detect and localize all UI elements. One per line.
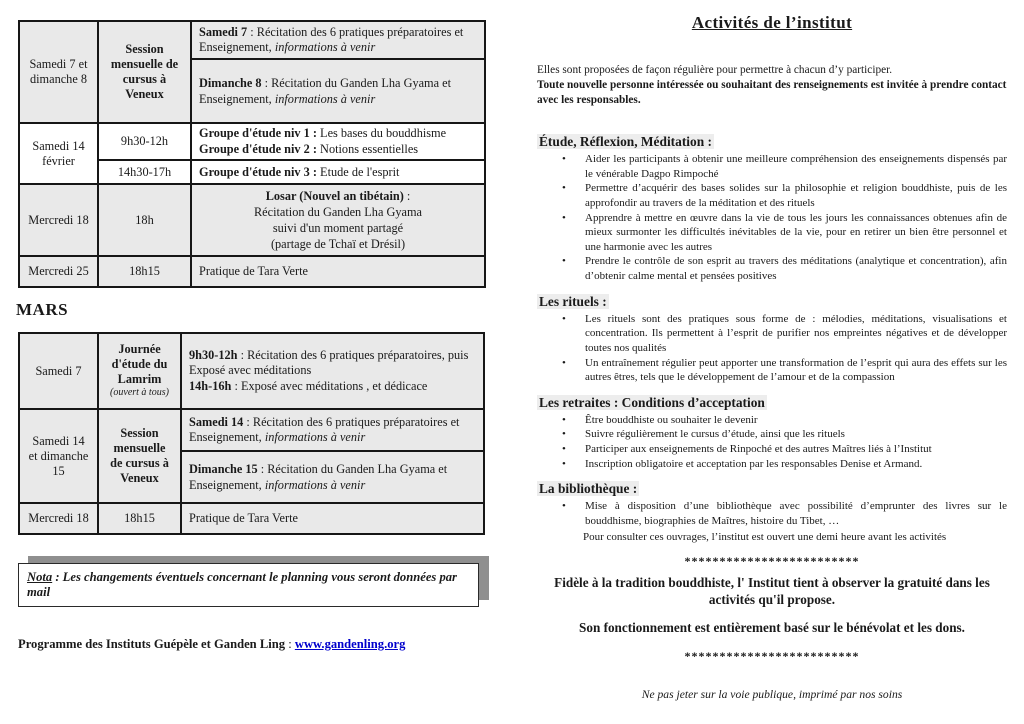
footer-separator: :	[285, 637, 295, 651]
footer-label: Programme des Instituts Guépèle et Ganden Ling	[18, 637, 286, 651]
cell-text: Enseignement, informations à venir	[189, 477, 366, 492]
bullet-item: • Suivre régulièrement le cursus d’étude, ainsi que les rituels	[537, 427, 1007, 442]
cell-text: Groupe d'étude niv 1 : Les bases du bouddhisme	[199, 126, 447, 140]
cell-losar	[191, 184, 485, 256]
cell-date-18: Mercredi 18	[19, 184, 98, 256]
table-row	[19, 333, 484, 409]
page-title	[537, 13, 1007, 33]
cell-date-18: Mercredi 18	[19, 503, 98, 534]
cell-lamrim-header	[98, 333, 181, 409]
section-heading-text: Étude, Réflexion, Méditation :	[539, 134, 712, 150]
section-rituels	[537, 294, 1007, 385]
cell-time-afternoon: 14h30-17h	[98, 160, 191, 184]
cell-time-18: 18h	[98, 184, 191, 256]
star-divider: *************************	[684, 648, 860, 663]
closing-statement-2: Son fonctionnement est entièrement basé sur le bénévolat et les dons.	[579, 620, 965, 636]
star-divider: *************************	[684, 554, 860, 569]
cell-text: Groupe d'étude niv 2 : Notions essentielles	[199, 142, 419, 156]
cell-text: Dimanche 15 : Récitation du Ganden Lha Gyama et	[189, 461, 448, 476]
cell-samedi-7	[191, 21, 485, 59]
bullet-item: • Prendre le contrôle de son esprit au travers des méditations (analytique et concentration), afin d’obtenir calme mental et pensées positives	[537, 254, 1007, 283]
table-row	[19, 123, 485, 160]
closing-statement-1: Fidèle à la tradition bouddhiste, l' Institut tient à observer la gratuité dans les activités qu'il propose.	[554, 575, 990, 607]
cell-time-25: 18h15	[98, 256, 191, 287]
section-bibliotheque	[537, 481, 1007, 544]
cell-time-18: 18h15	[98, 503, 181, 534]
cell-dimanche-15	[181, 451, 484, 503]
cell-samedi-14	[181, 409, 484, 451]
section-heading-text: La bibliothèque :	[539, 481, 638, 497]
bullet-list	[537, 413, 1007, 472]
section-etude	[537, 134, 1007, 284]
cell-date-14: Samedi 14 février	[19, 123, 98, 184]
cell-date-7-8: Samedi 7 et dimanche 8	[19, 21, 98, 123]
cell-text: Dimanche 8 : Récitation du Ganden Lha Gyama et	[199, 75, 452, 90]
table-row	[19, 21, 485, 59]
bullet-item: • Apprendre à mettre en œuvre dans la vie de tous les jours les connaissances obtenues afin de mieux surmonter les difficultés inévitables de la vie, pour en retirer un bien être personnel et une harmonie avec les autres	[537, 211, 1007, 255]
cell-samedi-7-program	[181, 333, 484, 409]
bullet-item: • Mise à disposition d’une bibliothèque avec possibilité d’emprunter des livres sur le bouddhisme, biographies de Maîtres, histoire du Tibet, …	[537, 499, 1007, 528]
table-row	[19, 184, 485, 256]
section-retraites	[537, 395, 1007, 472]
intro-paragraph	[537, 63, 1007, 108]
cell-text: Losar (Nouvel an tibétain) :	[265, 188, 411, 203]
table-row	[19, 503, 484, 534]
bullet-list	[537, 312, 1007, 385]
section-heading	[537, 481, 1007, 497]
cell-text: Enseignement, informations à venir	[199, 91, 376, 106]
cell-date-14-15: Samedi 14 et dimanche 15	[19, 409, 98, 503]
february-schedule-table	[18, 20, 486, 288]
section-heading-text: Les rituels :	[539, 293, 607, 309]
cell-group-3	[191, 160, 485, 184]
cell-session-header: Session mensuelle de cursus à Veneux	[98, 409, 181, 503]
bullet-item: • Inscription obligatoire et acceptation par les responsables Denise et Armand.	[537, 457, 1007, 472]
bullet-list	[537, 152, 1007, 284]
table-row	[19, 256, 485, 287]
cell-text: Samedi 14 : Récitation des 6 pratiques préparatoires et Enseignement, informations à venir	[189, 415, 460, 444]
bullet-item: • Être bouddhiste ou souhaiter le devenir	[537, 413, 1007, 428]
program-footer	[18, 637, 405, 652]
cell-dimanche-8	[191, 59, 485, 123]
cell-groups-1-2	[191, 123, 485, 160]
bullet-item: • Les rituels sont des pratiques sous forme de : mélodies, méditations, visualisations et concentration. Ils permettent à l’esprit de purifier nos empreintes négatives et de développer toutes nos qualités	[537, 312, 1007, 356]
bullet-item: • Un entraînement régulier peut apporter une transformation de l’esprit qui aura des effets sur les autres êtres, tels que le développement de l’amour et de la compassion	[537, 356, 1007, 385]
section-heading	[537, 395, 1007, 411]
cell-text: Groupe d'étude niv 3 : Etude de l'esprit	[199, 164, 400, 179]
section-heading	[537, 134, 1007, 150]
cell-text: (partage de Tchaï et Drésil)	[270, 236, 406, 251]
cell-time-morning: 9h30-12h	[98, 123, 191, 160]
cell-tara: Pratique de Tara Verte	[191, 256, 485, 287]
cell-session-header: Session mensuelle de cursus à Veneux	[98, 21, 191, 123]
intro-line: Elles sont proposées de façon régulière pour permettre à chacun d’y participer.	[537, 64, 893, 76]
cell-date-25: Mercredi 25	[19, 256, 98, 287]
cell-text: 14h-16h : Exposé avec méditations , et dédicace	[189, 379, 428, 393]
cell-text: 9h30-12h : Récitation des 6 pratiques préparatoires, puis Exposé avec méditations	[189, 348, 469, 377]
section-heading	[537, 294, 1007, 310]
bullet-list	[537, 499, 1007, 528]
bullet-item: • Participer aux enseignements de Rinpoché et des autres Maîtres liés à l’Institut	[537, 442, 1007, 457]
month-label-mars: MARS	[16, 300, 69, 319]
bullet-item: • Permettre d’acquérir des bases solides sur la philosophie et religion bouddhiste, puis de les approfondir au travers de la méditation et des rituels	[537, 181, 1007, 210]
right-page	[512, 0, 1024, 724]
cell-tara: Pratique de Tara Verte	[181, 503, 484, 534]
nota-text: Nota : Les changements éventuels concernant le planning vous seront données par mail	[27, 570, 457, 599]
page-title-text: Activités de l’institut	[691, 13, 853, 32]
cell-subtext: (ouvert à tous)	[110, 387, 169, 399]
cell-date-7: Samedi 7	[19, 333, 98, 409]
march-schedule-table	[18, 332, 485, 535]
section-heading-text: Les retraites : Conditions d’acceptation	[539, 394, 765, 410]
section-note: Pour consulter ces ouvrages, l’institut est ouvert une demi heure avant les activités	[583, 530, 947, 543]
cell-text: Journée d'étude du Lamrim	[111, 342, 168, 387]
website-link[interactable]: www.gandenling.org	[294, 637, 406, 651]
bullet-item: • Aider les participants à obtenir une meilleure compréhension des enseignements dispensés par le vénérable Dagpo Rimpoché	[537, 152, 1007, 181]
intro-bold-line: Toute nouvelle personne intéressée ou souhaitant des renseignements est invitée à prendre contact avec les responsables.	[537, 79, 1007, 107]
table-row	[19, 409, 484, 451]
nota-callout	[18, 563, 479, 607]
cell-text: Récitation du Ganden Lha Gyama	[253, 204, 422, 219]
cell-text: Samedi 7 : Récitation des 6 pratiques préparatoires et Enseignement, informations à venir	[199, 25, 464, 54]
print-footnote: Ne pas jeter sur la voie publique, imprimé par nos soins	[641, 687, 903, 701]
cell-text: suivi d'un moment partagé	[272, 220, 404, 235]
